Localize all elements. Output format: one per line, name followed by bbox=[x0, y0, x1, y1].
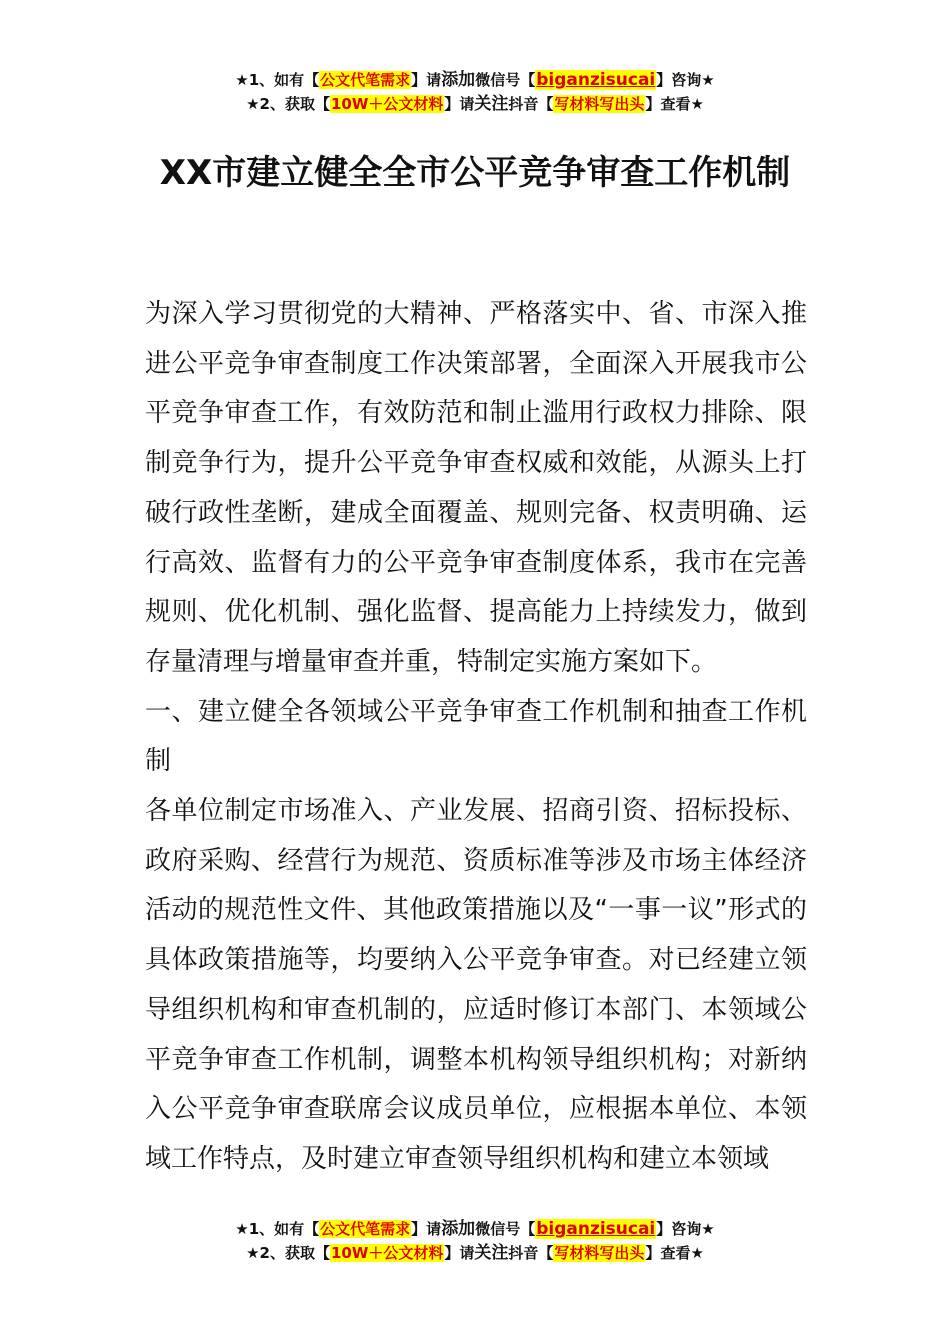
banner-emphasis: 添加 bbox=[441, 1219, 476, 1239]
banner-emphasis: 关注 bbox=[474, 94, 509, 114]
star-icon: ★ bbox=[690, 95, 704, 113]
section-heading: 一、建立健全各领域公平竞争审查工作机制和抽查工作机制 bbox=[145, 696, 807, 777]
banner-line-1 bbox=[0, 1217, 950, 1241]
banner-text: 抖音【 bbox=[508, 95, 554, 113]
banner-text: 】查看 bbox=[645, 1244, 691, 1262]
banner-line-2 bbox=[0, 92, 950, 116]
banner-text: 】请 bbox=[411, 1220, 442, 1238]
header-banner bbox=[0, 68, 950, 116]
banner-line-2 bbox=[0, 1241, 950, 1265]
banner-text: 】咨询 bbox=[656, 71, 702, 89]
wechat-id[interactable]: biganzisucai bbox=[536, 70, 656, 90]
banner-text: 2、获取【 bbox=[259, 1244, 330, 1262]
star-icon: ★ bbox=[690, 1244, 704, 1262]
banner-text: 】请 bbox=[411, 71, 442, 89]
intro-paragraph: 为深入学习贯彻党的大精神、严格落实中、省、市深入推进公平竞争审查制度工作决策部署，全面深入开展我市公平竞争审查工作，有效防范和制止滥用行政权力排除、限制竞争行为，提升公平竞争审查权威和效能，从源头上打破行政性垄断，建成全面覆盖、规则完备、权责明确、运行高效、监督有力的公平竞争审查制度体系，我市在完善规则、优化机制、强化监督、提高能力上持续发力，做到存量清理与增量审查并重，特制定实施方案如下。 bbox=[145, 299, 807, 677]
star-icon: ★ bbox=[701, 1220, 715, 1238]
douyin-account[interactable]: 写材料写出头 bbox=[554, 95, 645, 113]
star-icon: ★ bbox=[246, 1244, 260, 1262]
banner-text: 】请 bbox=[444, 1244, 475, 1262]
banner-text: 】请 bbox=[444, 95, 475, 113]
highlight-materials: 10W＋公文材料 bbox=[330, 95, 444, 113]
highlight-service: 公文代笔需求 bbox=[320, 1220, 411, 1238]
douyin-account[interactable]: 写材料写出头 bbox=[554, 1244, 645, 1262]
banner-text: 】查看 bbox=[645, 95, 691, 113]
banner-text: 1、如有【 bbox=[248, 71, 320, 89]
highlight-materials: 10W＋公文材料 bbox=[330, 1244, 444, 1262]
banner-text: 微信号【 bbox=[475, 71, 536, 89]
star-icon: ★ bbox=[235, 1220, 249, 1238]
document-title: XX市建立健全全市公平竞争审查工作机制 bbox=[159, 153, 791, 193]
highlight-service: 公文代笔需求 bbox=[320, 71, 411, 89]
banner-text: 1、如有【 bbox=[248, 1220, 320, 1238]
document-body bbox=[145, 290, 807, 1185]
banner-text: 】咨询 bbox=[656, 1220, 702, 1238]
wechat-id[interactable]: biganzisucai bbox=[536, 1219, 656, 1239]
banner-text: 抖音【 bbox=[508, 1244, 554, 1262]
banner-emphasis: 添加 bbox=[441, 70, 476, 90]
banner-line-1 bbox=[0, 68, 950, 92]
star-icon: ★ bbox=[701, 71, 715, 89]
banner-text: 2、获取【 bbox=[259, 95, 330, 113]
banner-emphasis: 关注 bbox=[474, 1243, 509, 1263]
footer-banner bbox=[0, 1217, 950, 1265]
body-paragraph: 各单位制定市场准入、产业发展、招商引资、招标投标、政府采购、经营行为规范、资质标准等涉及市场主体经济活动的规范性文件、其他政策措施以及“一事一议”形式的具体政策措施等，均要纳入公平竞争审查。对已经建立领导组织机构和审查机制的，应适时修订本部门、本领域公平竞争审查工作机制，调整本机构领导组织机构；对新纳入公平竞争审查联席会议成员单位，应根据本单位、本领域工作特点，及时建立审查领导组织机构和建立本领域 bbox=[145, 796, 807, 1174]
star-icon: ★ bbox=[246, 95, 260, 113]
star-icon: ★ bbox=[235, 71, 249, 89]
banner-text: 微信号【 bbox=[475, 1220, 536, 1238]
